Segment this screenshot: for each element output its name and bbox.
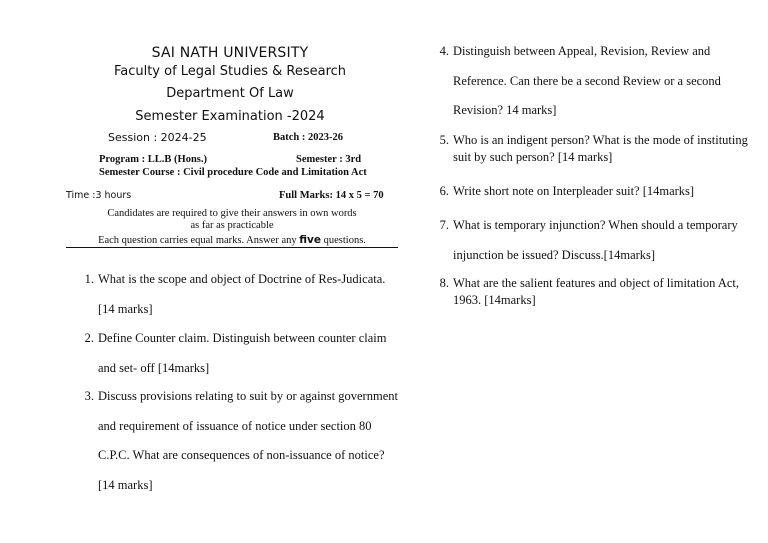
department-name: Department Of Law: [166, 86, 294, 101]
question-number: 5.: [439, 133, 449, 147]
exam-title: Semester Examination -2024: [135, 109, 325, 124]
question-text: Discuss provisions relating to suit by or against government and requirement of issuance of notice under section 80 C.P.C. What are consequences of non-issuance of notice? [14 marks]: [98, 389, 398, 492]
question-text: What are the salient features and object of limitation Act, 1963. [14marks]: [453, 276, 740, 307]
instruction-line-1: Candidates are required to give their answers in own words: [107, 208, 357, 219]
question-number: 8.: [439, 276, 449, 290]
semester-label: Semester : 3rd: [296, 154, 362, 165]
question-text: What is the scope and object of Doctrine of Res-Judicata. [14 marks]: [98, 272, 386, 316]
course-label: Semester Course : Civil procedure Code and Limitation Act: [99, 167, 367, 178]
instruction-five: five: [299, 234, 321, 246]
faculty-name: Faculty of Legal Studies & Research: [113, 64, 347, 79]
header-divider: [66, 247, 398, 248]
instruction-prefix: Each question carries equal marks. Answer any: [98, 235, 300, 246]
full-marks-label: Full Marks: 14 x 5 = 70: [279, 190, 384, 201]
instruction-line-2: as far as practicable: [190, 220, 274, 231]
batch-label: Batch : 2023-26: [273, 132, 343, 143]
question-text: Distinguish between Appeal, Revision, Review and Reference. Can there be a second Review or a second Revision? 14 marks]: [453, 44, 721, 117]
question-text: Write short note on Interpleader suit? [14marks]: [453, 184, 695, 198]
question-number: 1.: [84, 272, 94, 286]
time-label: Time :3 hours: [66, 190, 132, 201]
program-label: Program : LL.B (Hons.): [99, 154, 208, 165]
instruction-line-3: [66, 234, 398, 247]
question-number: 6.: [439, 184, 449, 198]
session-label: Session : 2024-25: [108, 131, 207, 144]
university-name: SAI NATH UNIVERSITY: [151, 45, 309, 61]
question-number: 4.: [439, 44, 449, 58]
question-text: Define Counter claim. Distinguish between counter claim and set- off [14marks]: [98, 331, 387, 375]
question-number: 3.: [84, 389, 94, 403]
question-number: 2.: [84, 331, 94, 345]
question-text: Who is an indigent person? What is the mode of instituting suit by such person? [14 marks]: [453, 133, 748, 164]
question-text: What is temporary injunction? When should a temporary injunction be issued? Discuss.[14marks]: [453, 218, 738, 262]
question-number: 7.: [439, 218, 449, 232]
instruction-suffix: questions.: [321, 235, 366, 246]
